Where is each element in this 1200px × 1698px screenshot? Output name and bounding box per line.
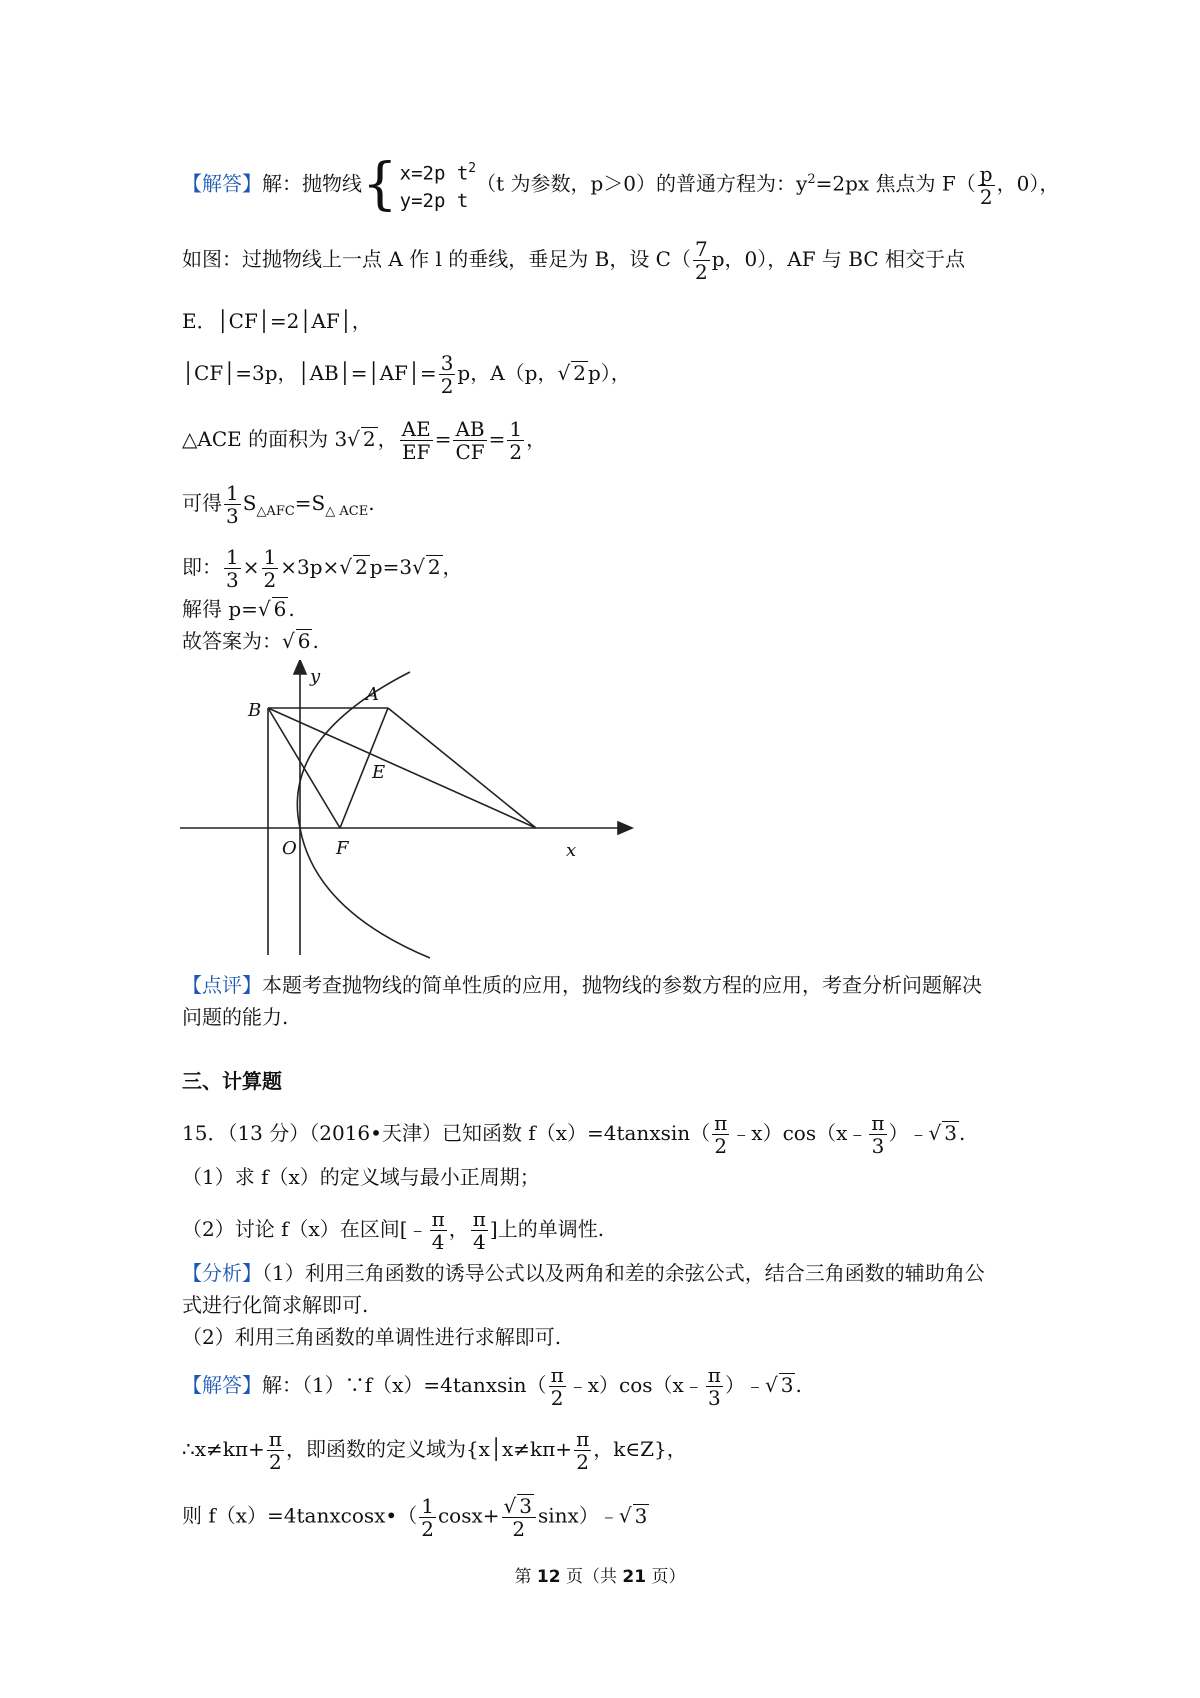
sub: △AFC (256, 504, 295, 519)
den: 2 (979, 184, 993, 209)
fraction (267, 1428, 284, 1473)
den: 3 (226, 568, 239, 592)
text: 即： (182, 555, 222, 579)
y-axis-arrow (294, 660, 306, 674)
parametric-system (400, 155, 476, 215)
analysis-line-3: （2）利用三角函数的单调性进行求解即可. (182, 1325, 562, 1349)
den: 2 (550, 1386, 564, 1410)
text: S (242, 491, 257, 515)
num: 1 (263, 545, 277, 569)
analysis-line-2: 式进行化简求解即可. (182, 1293, 369, 1317)
num: π (472, 1207, 486, 1231)
label-A: A (366, 684, 379, 705)
text: ]上的单调性. (489, 1217, 605, 1241)
text: . (368, 491, 375, 515)
solution-tag: 【解答】 (182, 171, 262, 196)
text: ）﹣ (888, 1121, 929, 1145)
fraction (574, 1428, 591, 1473)
sqrt: 6 (273, 597, 287, 621)
parabola (297, 672, 430, 958)
den: 2 (421, 1516, 434, 1541)
fraction (224, 546, 241, 591)
label-E: E (372, 762, 386, 783)
sqrt: 3 (519, 1494, 532, 1518)
text: ×3p× (280, 555, 340, 579)
sqrt: 3 (780, 1373, 794, 1397)
eq-x: x=2p t (399, 162, 469, 185)
text: ， (442, 555, 463, 579)
fraction (869, 1112, 886, 1157)
num: p (979, 161, 993, 186)
text: 解：（1）∵f（x）=4tanxsin（ (262, 1373, 547, 1397)
fraction (453, 418, 486, 463)
den: 2 (576, 1450, 589, 1474)
text: ）﹣ (724, 1373, 765, 1397)
solution-line-2 (182, 238, 965, 283)
text: ，k∈Z}， (593, 1437, 687, 1461)
num: π (268, 1427, 282, 1451)
fraction (502, 1494, 536, 1540)
solution2-line-1: 【解答】解：（1）∵f（x）=4tanxsin（ $\frac{\pi}{2}$ ﹣x）cos（x﹣ $\frac{\pi}{3}$ ）﹣√ 3 . (182, 1363, 802, 1410)
analysis-line-1 (182, 1260, 985, 1286)
num: AE (401, 417, 431, 441)
segment-BF (268, 708, 340, 828)
text: 可得 (182, 491, 222, 515)
solution-line-1 (182, 152, 1060, 218)
fraction (439, 352, 456, 397)
fraction (419, 1495, 436, 1540)
den: 3 (226, 504, 239, 528)
label-B: B (248, 700, 262, 721)
text: △ACE 的面积为 3 (182, 427, 348, 451)
num: π (576, 1427, 590, 1451)
text: p，A（p， (457, 361, 558, 385)
den: 2 (714, 1134, 728, 1158)
den: CF (455, 440, 485, 464)
text: 页（共 (560, 1567, 623, 1587)
den: 2 (509, 440, 523, 464)
den: 2 (269, 1450, 282, 1474)
sqrt: 6 (297, 629, 311, 653)
domain-line (182, 1428, 687, 1473)
left-brace: { (362, 152, 398, 218)
fraction (262, 546, 279, 591)
section-heading: 三、计算题 (182, 1069, 282, 1093)
fraction (712, 1112, 729, 1157)
fraction (430, 1208, 447, 1253)
num: 1 (226, 481, 239, 505)
sup: 2 (807, 172, 816, 188)
text: ﹣x）cos（x﹣ (567, 1373, 704, 1397)
den: 2 (512, 1517, 526, 1541)
total-pages: 21 (622, 1567, 647, 1587)
comment-line-1 (182, 972, 982, 998)
label-x: x (566, 840, 577, 861)
num: 3 (440, 351, 454, 375)
num: 7 (694, 237, 708, 261)
text: 故答案为： (182, 629, 282, 653)
solution-line-7: 即： $\frac{1}{3}$ × $\frac{1}{2}$ ×3p×√ 2 p=3√ 2 ， (182, 545, 463, 592)
text: 页） (646, 1567, 686, 1587)
text: . (312, 629, 319, 653)
text: × (242, 555, 260, 579)
text: 解得 p= (182, 597, 258, 621)
num: 1 (509, 417, 523, 441)
eq-y: y=2p t (399, 190, 469, 213)
sqrt: 2 (573, 361, 586, 385)
num: π (707, 1363, 721, 1387)
fraction (224, 482, 241, 527)
fraction (693, 238, 710, 283)
text: sinx）﹣ (538, 1503, 619, 1528)
fraction (978, 163, 995, 208)
question-15-part-2 (182, 1208, 604, 1253)
then-line: 则 f（x）=4tanxcosx•（ $\frac{1}{2}$ cosx+ $\frac{√ 3}{2}$ sinx）﹣√ 3 (182, 1493, 648, 1541)
x-axis-arrow (618, 822, 632, 834)
text: . (288, 597, 295, 621)
text: ， (377, 427, 398, 451)
sqrt: 2 (355, 555, 368, 579)
label-y: y (310, 666, 321, 687)
solution-line-8: 解得 p=√ 6 . (182, 597, 295, 621)
den: EF (401, 440, 431, 464)
comment-tag: 【点评】 (182, 973, 262, 997)
comment-line-2: 问题的能力. (182, 1005, 289, 1029)
num: √ 3 (502, 1494, 536, 1518)
question-15-part-1: （1）求 f（x）的定义域与最小正周期； (182, 1165, 540, 1189)
text: ， (526, 427, 547, 451)
label-F: F (336, 838, 349, 859)
text: 则 f（x）=4tanxcosx•（ (182, 1503, 418, 1528)
den: 3 (871, 1134, 885, 1158)
fraction (549, 1364, 566, 1409)
solution-line-9: 故答案为：√ 6 . (182, 629, 319, 653)
num: π (550, 1363, 564, 1387)
text: ，即函数的定义域为{x│x≠kπ+ (285, 1437, 573, 1461)
num: 1 (421, 1493, 434, 1518)
num: π (871, 1111, 885, 1135)
sqrt: 2 (362, 427, 376, 451)
text: =2px 焦点为 F（ (815, 171, 976, 196)
sup: 2 (468, 161, 477, 176)
num: π (431, 1207, 445, 1231)
text: p，0），AF 与 BC 相交于点 (711, 247, 966, 271)
num: 1 (226, 545, 239, 569)
num: AB (453, 418, 486, 441)
text: （1）利用三角函数的诱导公式以及两角和差的余弦公式，结合三角函数的辅助角公 (262, 1261, 985, 1285)
solution-line-5: △ACE 的面积为 3√ 2 ， $\frac{AE}{EF}$ = $\frac{AB}{CF}$ = $\frac{1}{2}$ ， (182, 417, 547, 464)
text: （2）讨论 f（x）在区间[﹣ (182, 1217, 428, 1241)
sqrt: 2 (427, 555, 441, 579)
text: 第 (514, 1567, 537, 1587)
question-15: 15．（13 分）（2016•天津）已知函数 f（x）=4tanxsin（ $\frac{\pi}{2}$ ﹣x）cos（x﹣ $\frac{\pi}{3}$ ）﹣√ 3 . (182, 1111, 966, 1158)
text: cosx+ (437, 1503, 500, 1528)
fraction (706, 1364, 723, 1409)
solution-tag: 【解答】 (182, 1373, 262, 1397)
page-number: 12 (536, 1567, 561, 1587)
text: 如图：过抛物线上一点 A 作 l 的垂线，垂足为 B，设 C（ (182, 247, 691, 271)
fraction (400, 418, 433, 463)
den: 4 (431, 1230, 445, 1254)
solution-line-3: E．│CF│=2│AF│， (182, 309, 372, 333)
text: │CF│=3p，│AB│=│AF│= (182, 361, 437, 385)
analysis-tag: 【分析】 (182, 1261, 262, 1285)
text: . (959, 1121, 966, 1145)
text: =S (294, 491, 326, 515)
fraction (507, 418, 524, 463)
den: 2 (440, 374, 454, 398)
den: 2 (694, 260, 708, 284)
label-O: O (282, 838, 297, 859)
text: p）， (587, 361, 631, 385)
text: = (434, 427, 452, 451)
den: 3 (708, 1386, 721, 1410)
num: π (714, 1111, 728, 1135)
text: ﹣x）cos（x﹣ (731, 1121, 868, 1145)
sub: △ ACE (325, 504, 369, 519)
fraction (471, 1208, 488, 1253)
text: 解：抛物线 (262, 171, 362, 196)
text: = (488, 427, 506, 451)
segment-BC (268, 708, 536, 828)
text: （t 为参数，p＞0）的普通方程为：y (476, 171, 808, 196)
parabola-figure (180, 660, 660, 960)
text: ， (448, 1217, 469, 1241)
text: 15．（13 分）（2016•天津）已知函数 f（x）=4tanxsin（ (182, 1121, 711, 1145)
den: 2 (263, 568, 277, 592)
solution-line-4: │CF│=3p，│AB│=│AF│= $\frac{3}{2}$ p，A（p，√ 2 p）， (182, 351, 631, 398)
sqrt: 3 (634, 1503, 648, 1528)
page-footer (0, 1562, 1200, 1587)
text: ，0）， (996, 171, 1060, 196)
text: . (795, 1373, 802, 1397)
segment-AC (388, 708, 536, 828)
text: 本题考查抛物线的简单性质的应用，抛物线的参数方程的应用，考查分析问题解决 (262, 973, 982, 997)
text: ∴x≠kπ+ (182, 1437, 265, 1461)
solution-line-6 (182, 482, 375, 527)
text: p=3 (369, 555, 413, 579)
den: 4 (472, 1230, 486, 1254)
sqrt: 3 (944, 1121, 958, 1145)
